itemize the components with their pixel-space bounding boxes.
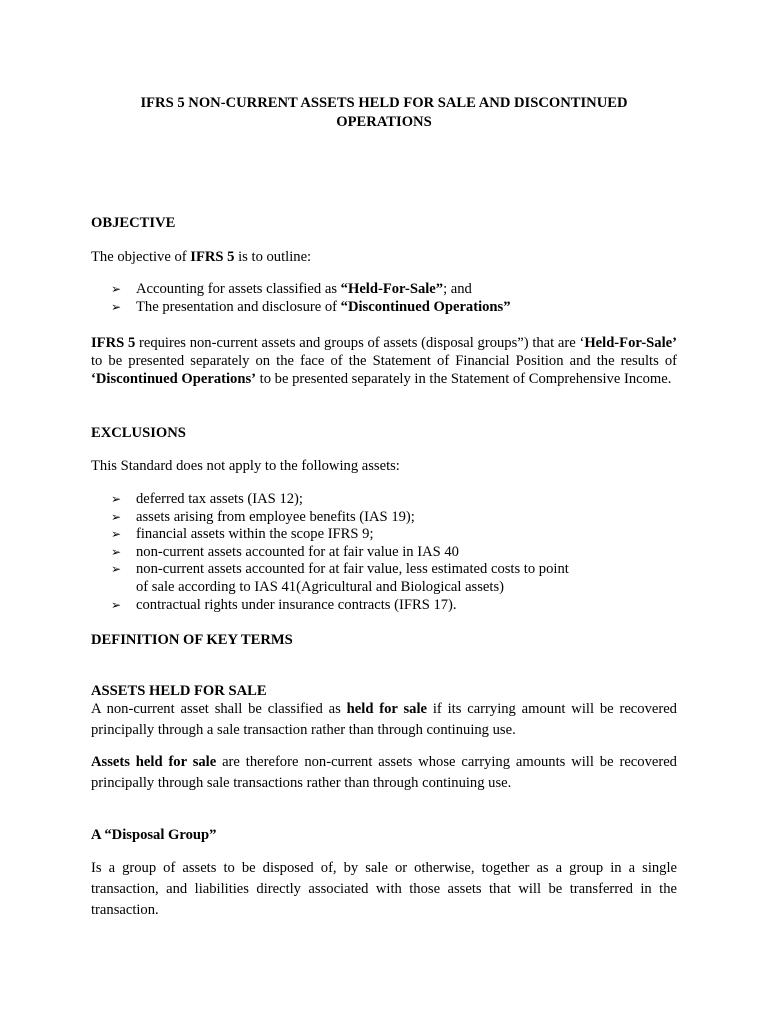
list-item <box>91 491 677 509</box>
arrow-bullet-icon: ➢ <box>111 492 122 506</box>
objective-para-text-3: to be presented separately in the Statement of Comprehensive Income. <box>256 371 672 387</box>
definitions-heading: DEFINITION OF KEY TERMS <box>91 632 293 648</box>
list-item <box>91 509 677 527</box>
arrow-bullet-icon: ➢ <box>111 562 122 577</box>
assets-held-for-sale-paragraph-2 <box>91 752 677 794</box>
objective-list <box>91 281 677 316</box>
ahfs-p2-text: are therefore non-current assets whose carrying amounts will be recovered principally through sale transactions rather than through continuing use. <box>91 754 677 791</box>
list-item <box>91 281 677 299</box>
list-item-text: The presentation and disclosure of <box>136 298 341 315</box>
ahfs-p2-bold: Assets held for sale <box>91 754 217 770</box>
objective-para-bold-3: ‘Discontinued Operations’ <box>91 371 256 387</box>
objective-intro-bold: IFRS 5 <box>190 249 235 265</box>
list-item <box>91 597 677 615</box>
list-item <box>91 526 677 544</box>
assets-held-for-sale-heading: ASSETS HELD FOR SALE <box>91 683 267 699</box>
arrow-bullet-icon: ➢ <box>111 299 122 314</box>
objective-paragraph <box>91 334 677 388</box>
list-item-text-end: ; and <box>443 281 472 297</box>
arrow-bullet-icon: ➢ <box>111 282 122 296</box>
objective-para-text-2: to be presented separately on the face of the Statement of Financial Position and the results of <box>91 353 677 369</box>
list-item-text: non-current assets accounted for at fair value, less estimated costs to point <box>136 561 569 578</box>
assets-held-for-sale-paragraph-1 <box>91 699 677 741</box>
list-item-text: non-current assets accounted for at fair value in IAS 40 <box>136 543 459 560</box>
arrow-bullet-icon: ➢ <box>111 509 122 524</box>
list-item <box>91 299 677 317</box>
disposal-group-heading: A “Disposal Group” <box>91 827 217 843</box>
objective-heading: OBJECTIVE <box>91 215 176 231</box>
arrow-bullet-icon: ➢ <box>111 597 122 612</box>
list-item <box>91 561 677 596</box>
list-item-text: assets arising from employee benefits (IAS 19); <box>136 508 415 525</box>
ahfs-p1-text: A non-current asset shall be classified as <box>91 701 347 717</box>
list-item-bold: “Discontinued Operations” <box>340 298 511 315</box>
objective-intro <box>91 248 677 266</box>
ahfs-p1-bold: held for sale <box>346 701 427 717</box>
list-item-text: contractual rights under insurance contracts (IFRS 17). <box>136 596 457 613</box>
objective-intro-text-end: is to outline: <box>234 249 312 265</box>
list-item <box>91 544 677 562</box>
objective-para-bold-1: IFRS 5 <box>91 335 136 351</box>
list-item-bold: “Held-For-Sale” <box>340 281 444 297</box>
objective-para-text-1: requires non-current assets and groups of assets (disposal groups”) that are ‘ <box>135 335 585 351</box>
document-title <box>110 94 658 132</box>
title-line-1: IFRS 5 NON-CURRENT ASSETS HELD FOR SALE AND DISCONTINUED <box>140 95 628 111</box>
list-item-text-continued: of sale according to IAS 41(Agricultural and Biological assets) <box>136 578 504 595</box>
arrow-bullet-icon: ➢ <box>111 544 122 559</box>
exclusions-heading: EXCLUSIONS <box>91 425 186 441</box>
list-item-text: Accounting for assets classified as <box>136 281 341 297</box>
list-item-text: deferred tax assets (IAS 12); <box>136 491 303 507</box>
objective-para-bold-2: Held-For-Sale’ <box>584 335 677 351</box>
list-item-text: financial assets within the scope IFRS 9; <box>136 526 374 543</box>
ahfs-p1-text-end: if its carrying amount will be recovered principally through a sale transaction rather than through continuing use. <box>91 701 677 738</box>
exclusions-list <box>91 491 677 614</box>
arrow-bullet-icon: ➢ <box>111 527 122 542</box>
exclusions-intro: This Standard does not apply to the following assets: <box>91 458 400 474</box>
title-line-2: OPERATIONS <box>336 114 432 130</box>
disposal-group-paragraph: Is a group of assets to be disposed of, by sale or otherwise, together as a group in a single transaction, and liabilities directly associated with those assets that will be transferred in the transaction. <box>91 860 677 918</box>
objective-intro-text: The objective of <box>91 249 191 265</box>
